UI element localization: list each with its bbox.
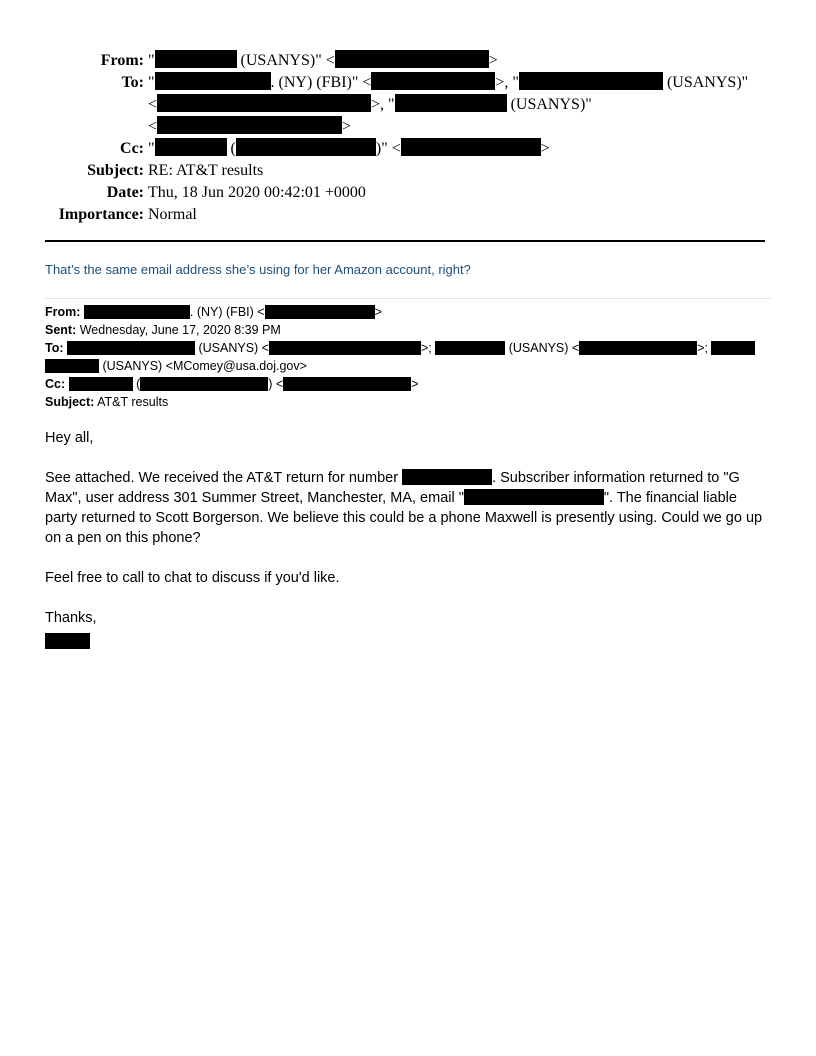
header-to-row-3 [0,116,816,138]
orig-to-org1: (USANYS) < [195,341,269,355]
redaction-box [69,377,133,391]
original-message-header [45,303,771,411]
orig-to-row [45,339,771,357]
orig-cc-row [45,375,771,393]
quoted-divider [45,298,771,299]
header-to-row [0,72,816,94]
header-importance-row [0,204,816,226]
orig-cc-close: > [411,377,419,391]
orig-to-org3: (USANYS) <MComey@usa.doj.gov> [99,359,307,373]
message-body [45,428,765,652]
header-cc-paren: ( [226,140,236,157]
header-to-org2: (USANYS)" [662,74,749,91]
orig-cc-label: Cc: [45,377,66,391]
header-to-org3: (USANYS)" [506,96,592,113]
redaction-box [519,72,663,90]
redaction-box [236,138,376,156]
body-paragraph-2: Feel free to call to chat to discuss if you'd like. [45,570,340,586]
header-from-quote: " [148,52,155,69]
orig-from-close: > [374,305,382,319]
redaction-box [67,341,195,355]
redaction-box [711,341,755,355]
reply-text: That’s the same email address she’s using for her Amazon account, right? [45,262,471,277]
header-subject-row [0,160,816,182]
header-to-sep2: >, " [371,96,395,113]
header-subject-label: Subject: [87,162,144,179]
redaction-box [45,359,99,373]
header-from-org: (USANYS)" < [236,52,335,69]
redaction-box [402,469,492,485]
header-cc-quote: " [148,140,155,157]
body-closing: Thanks, [45,610,97,626]
signature-redaction [45,633,90,649]
redaction-box [155,138,227,156]
orig-cc-paren: ( [132,377,141,391]
redaction-box [283,377,411,391]
body-p1-part2: . Subscriber information returned to "G Max", user address 301 Summer Street, Manchester, MA, email " [45,470,740,506]
header-importance-value: Normal [148,206,197,223]
orig-from-row [45,303,771,321]
orig-to-sep1: >; [420,341,436,355]
header-date-label: Date: [106,184,144,201]
header-to-sep1: >, " [495,74,519,91]
orig-sent-label: Sent: [45,323,77,337]
redaction-box [157,94,371,112]
redaction-box [464,489,604,505]
body-p1-part3: ". The financial liable party returned to Scott Borgerson. We believe this could be a phone Maxwell is presently using. Could we go up on a pen on this phone? [45,490,763,546]
header-to-label: To: [121,74,144,91]
redaction-box [435,341,505,355]
redaction-box [401,138,541,156]
orig-sent-value: Wednesday, June 17, 2020 8:39 PM [79,323,281,337]
email-header [0,50,816,226]
header-date-value: Thu, 18 Jun 2020 00:42:01 +0000 [148,184,366,201]
redaction-box [155,72,271,90]
body-greeting: Hey all, [45,430,94,446]
orig-sent-row [45,321,771,339]
header-to-org1: . (NY) (FBI)" < [270,74,372,91]
redaction-box [155,50,237,68]
body-paragraph-1 [45,468,765,548]
redaction-box [269,341,421,355]
header-to-close: > [342,118,352,135]
header-to-row-2 [0,94,816,116]
header-cc-sep: )" < [375,140,401,157]
orig-subject-row [45,393,771,411]
redaction-box [371,72,495,90]
orig-to-row-2 [45,357,771,375]
redaction-box [335,50,489,68]
header-from-label: From: [100,52,144,69]
redaction-box [265,305,375,319]
orig-cc-sep: ) < [268,377,284,391]
header-importance-label: Importance: [58,206,144,223]
orig-subject-value: AT&T results [97,395,169,409]
header-from-row [0,50,816,72]
body-p1-part1: See attached. We received the AT&T return for number [45,470,403,486]
header-to-quote: " [148,74,155,91]
orig-to-org2: (USANYS) < [505,341,580,355]
orig-subject-label: Subject: [45,395,95,409]
orig-to-sep2: >; [697,341,712,355]
header-cc-row [0,138,816,160]
header-to-open: < [148,96,158,113]
orig-to-label: To: [45,341,64,355]
orig-from-org: . (NY) (FBI) < [189,305,265,319]
redaction-box [395,94,507,112]
header-cc-label: Cc: [120,140,144,157]
header-to-value [148,72,816,94]
header-from-value [148,50,816,72]
redaction-box [579,341,697,355]
header-from-close: > [488,52,498,69]
header-cc-close: > [540,140,550,157]
header-subject-value: RE: AT&T results [148,162,264,179]
header-cc-value [148,138,816,160]
orig-from-label: From: [45,305,81,319]
header-divider [45,240,765,242]
header-date-row [0,182,816,204]
redaction-box [157,116,342,134]
header-to-open2: < [148,118,158,135]
redaction-box [140,377,268,391]
redaction-box [84,305,190,319]
